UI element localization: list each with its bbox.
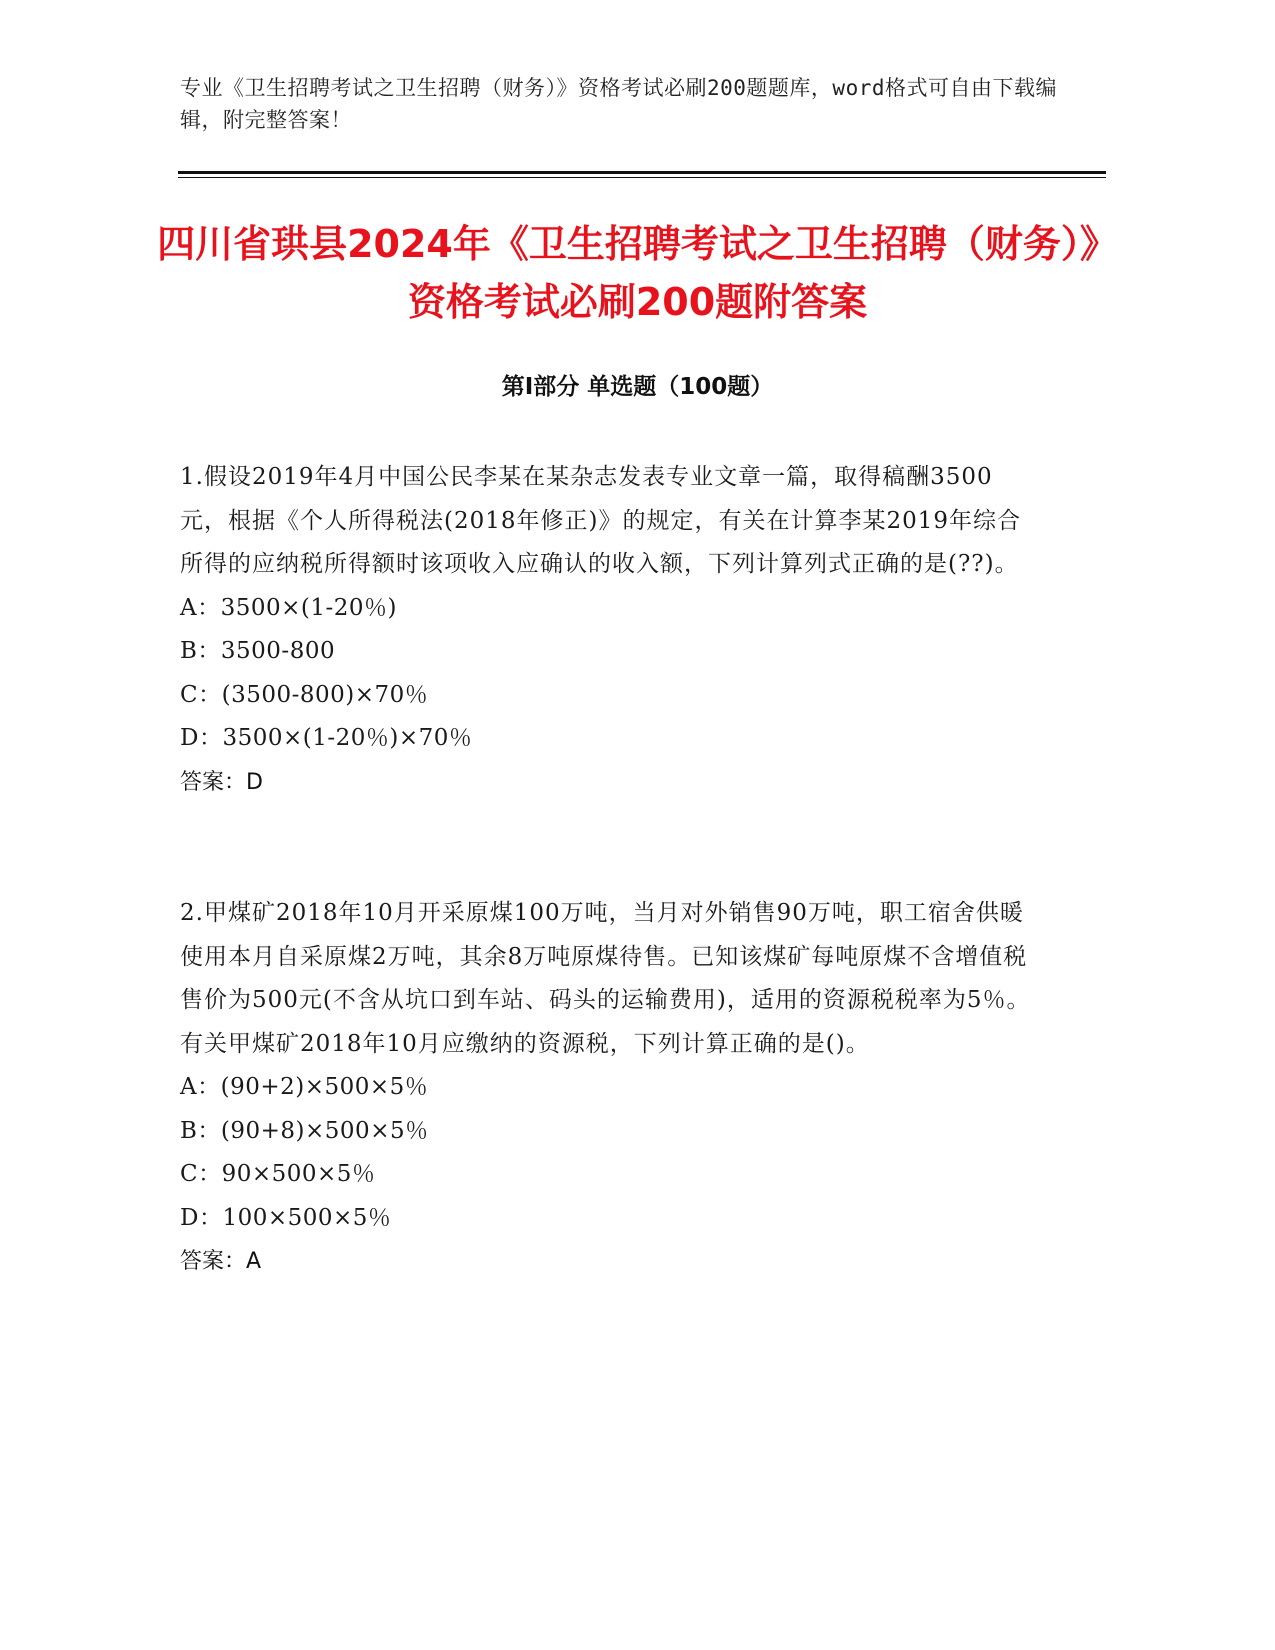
header-divider-thin xyxy=(178,177,1106,178)
option-d: D：3500×(1-20％)×70％ xyxy=(180,725,473,751)
option-c: C：(3500-800)×70％ xyxy=(180,681,429,708)
answer-line: 答案：A xyxy=(180,1249,262,1274)
option-b: B：3500-800 xyxy=(180,638,336,664)
option-a: A：(90+2)×500×5％ xyxy=(180,1074,429,1100)
question-stem: 2.甲煤矿2018年10月开采原煤100万吨，当月对外销售90万吨，职工宿舍供暖使用本月自采原煤2万吨，其余8万吨原煤待售。已知该煤矿每吨原煤不含增值税售价为500元(不含从坑口到车站、码头的运输费用)，适用的资源税税率为5％。有关甲煤矿2018年10月应缴纳的资源税，下列计算正确的是()。 xyxy=(180,900,1031,1057)
answer-line: 答案：D xyxy=(180,769,263,795)
option-b: B：(90+8)×500×5％ xyxy=(180,1117,429,1144)
header-divider-thick xyxy=(178,171,1106,174)
section-title: 第Ⅰ部分 单选题（100题） xyxy=(501,374,774,400)
header-note: 专业《卫生招聘考试之卫生招聘（财务）》资格考试必刷200题题库，word格式可自由下载编辑，附完整答案！ xyxy=(180,76,1057,132)
document-title: 四川省珙县2024年《卫生招聘考试之卫生招聘（财务）》资格考试必刷200题附答案 xyxy=(157,222,1118,324)
question-1 xyxy=(180,456,1040,804)
question-stem: 1.假设2019年4月中国公民李某在某杂志发表专业文章一篇，取得稿酬3500元，根据《个人所得税法(2018年修正)》的规定，有关在计算李某2019年综合所得的应纳税所得额时该项收入应确认的收入额，下列计算列式正确的是(??)。 xyxy=(180,464,1022,577)
option-c: C：90×500×5％ xyxy=(180,1161,376,1187)
question-2 xyxy=(180,892,1040,1284)
option-d: D：100×500×5％ xyxy=(180,1204,392,1231)
option-a: A：3500×(1-20％) xyxy=(180,594,398,621)
